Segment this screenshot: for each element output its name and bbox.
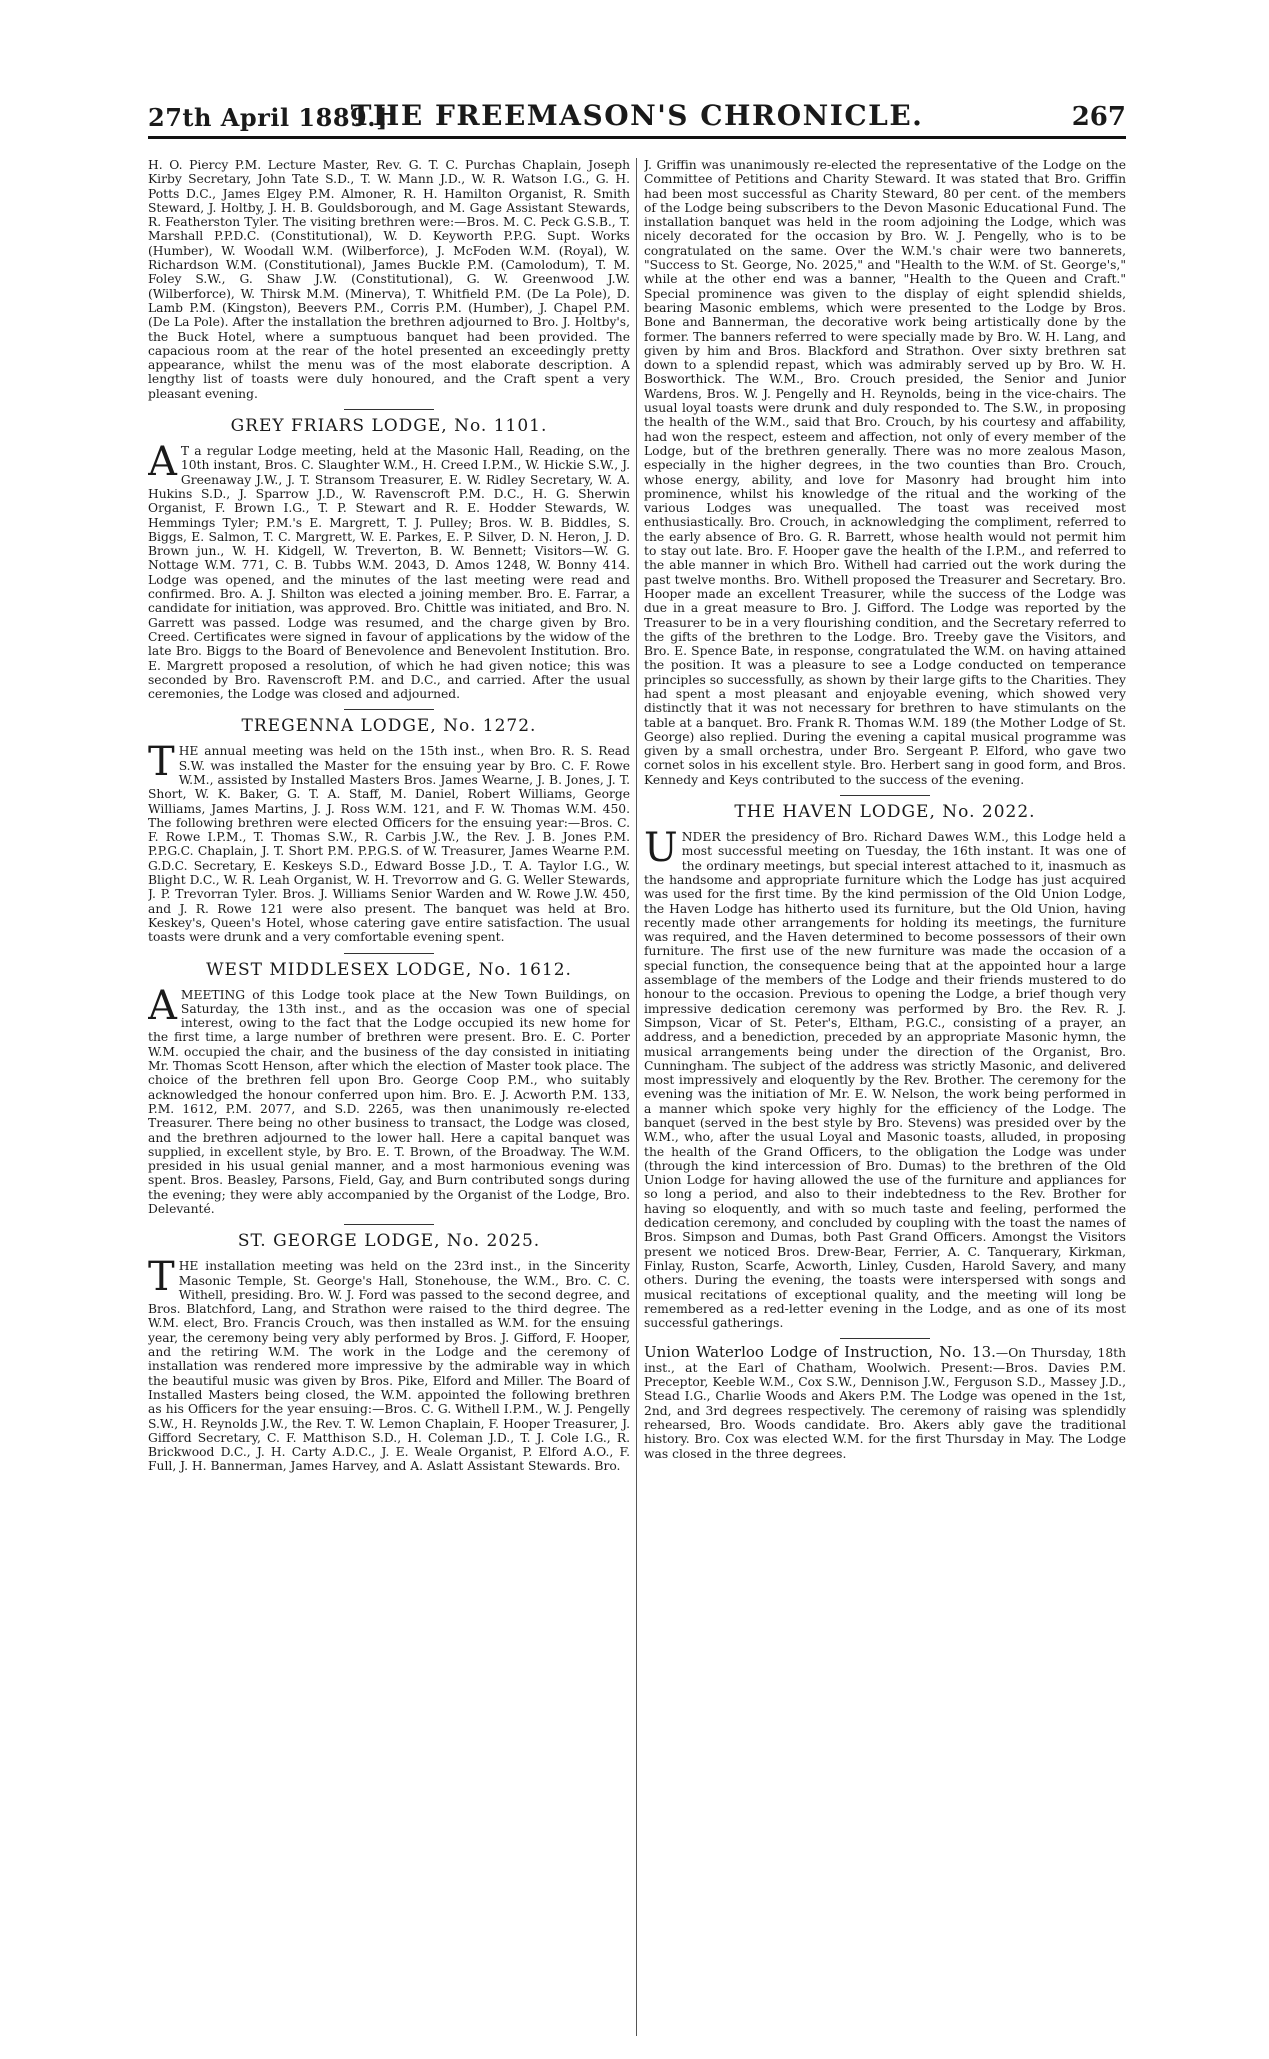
issue-date: 27th April 1889.] [148,103,388,132]
section-rule [344,709,434,710]
haven-text: NDER the presidency of Bro. Richard Dawes W.M., this Lodge held a most successful meeting on Tuesday, the 16th instant. It was one of the ordinary meetings, but special interest attached to it, inasmuch as the handsome and appropriate furniture which the Lodge has just acquired was used for the first time. By the kind permission of the Old Union Lodge, the Haven Lodge has hitherto used its furniture, but the Old Union, having recently made other arrangements for holding its meetings, the furniture was required, and the Haven determined to become possessors of their own furniture. The first use of the new furniture was made the occasion of a special function, the consequence being that at the appointed hour a large assemblage of the members of the Lodge and their friends mustered to do honour to the occasion. Previous to opening the Lodge, a brief though very impressive dedication ceremony was performed by Bro. the Rev. R. J. Simpson, Vicar of St. Peter's, Eltham, P.G.C., consisting of a prayer, an address, and a benediction, preceded by an appropriate Masonic hymn, the musical arrangements being under the direction of the Organist, Bro. Cunningham. The subject of the address was strictly Masonic, and delivered most impressively and eloquently by the Rev. Brother. The ceremony for the evening was the initiation of Mr. E. W. Nelson, the work being performed in a manner which spoke very highly for the efficiency of the Lodge. The banquet (served in the best style by Bro. Stevens) was presided over by the W.M., who, after the usual Loyal and Masonic toasts, alluded, in proposing the health of the Grand Officers, to the obligation the Lodge was under (through the kind intercession of Bro. Dumas) to the brethren of the Old Union Lodge for having allowed the use of the furniture and appliances for so long a period, and also to their indebtedness to the Rev. Brother for having so eloquently, and with so much taste and feeling, performed the dedication ceremony, and concluded by coupling with the toast the names of Bros. Simpson and Dumas, both Past Grand Officers. Amongst the Visitors present we noticed Bros. Drew-Bear, Ferrier, A. C. Tanquerary, Kirkman, Finlay, Ruston, Scarfe, Acworth, Linley, Cusden, Harold Savery, and many others. During the evening, the toasts were interspersed with songs and musical recitations of exceptional quality, and the meeting will long be remembered as a red-letter evening in the Lodge, and as one of its most successful gatherings. [644,830,1126,1331]
st-george-heading: ST. GEORGE LODGE, No. 2025. [237,1231,541,1252]
st-george-text: HE installation meeting was held on the 23rd inst., in the Sincerity Masonic Temple, St. George's Hall, Stonehouse, the W.M., Bro. C. C. Withell, presiding. Bro. W. J. Ford was passed to the second degree, and Bros. Blatchford, Lang, and Strathon were raised to the third degree. The W.M. elect, Bro. Francis Crouch, was then installed as W.M. for the ensuing year, the ceremony being very ably performed by Bros. J. Gifford, F. Hooper, and the retiring W.M. The work in the Lodge and the ceremony of installation was rendered more impressive by the admirable way in which the beautiful music was given by Bros. Pike, Elford and Miller. The Board of Installed Masters being closed, the W.M. appointed the following brethren as his Officers for the year ensuing:—Bros. C. G. Withell I.P.M., W. J. Pengelly S.W., H. Reynolds J.W., the Rev. T. W. Lemon Chaplain, F. Hooper Treasurer, J. Gifford Secretary, C. F. Matthison S.D., H. Coleman J.D., T. J. Cole I.G., R. Brickwood D.C., J. H. Carty A.D.C., J. E. Weale Organist, P. Elford A.O., F. Full, J. H. Bannerman, James Harvey, and A. Aslatt Assistant Stewards. Bro. [148,1259,630,1474]
drop-cap: A [148,982,177,1029]
page-number: 267 [1071,102,1126,132]
drop-cap: A [148,439,177,486]
right-column [644,158,1126,2036]
haven-heading: THE HAVEN LODGE, No. 2022. [734,802,1036,823]
st-george-continued: J. Griffin was unanimously re-elected the representative of the Lodge on the Committee of Petitions and Charity Steward. It was stated that Bro. Griffin had been most successful as Charity Steward, 80 per cent. of the members of the Lodge being subscribers to the Devon Masonic Educational Fund. The installation banquet was held in the room adjoining the Lodge, which was nicely decorated for the occasion by Bro. W. J. Pengelly, who is to be congratulated on the same. Over the W.M.'s chair were two bannerets, "Success to St. George, No. 2025," and "Health to the W.M. of St. George's," while at the other end was a banner, "Health to the Queen and Craft." Special prominence was given to the display of eight splendid shields, bearing Masonic emblems, which were presented to the Lodge by Bros. Bone and Bannerman, the decorative work being artistically done by the former. The banners referred to were specially made by Bro. W. H. Lang, and given by him and Bros. Blackford and Strathon. Over sixty brethren sat down to a splendid repast, which was admirably served up by Bro. W. H. Bosworthick. The W.M., Bro. Crouch presided, the Senior and Junior Wardens, Bros. W. J. Pengelly and H. Reynolds, being in the vice-chairs. The usual loyal toasts were drunk and duly responded to. The S.W., in proposing the health of the W.M., said that Bro. Crouch, by his courtesy and affability, had won the respect, esteem and affection, not only of every member of the Lodge, but of the brethren generally. There was no more zealous Mason, especially in the higher degrees, in the two counties than Bro. Crouch, whose energy, ability, and love for Masonry had brought him into prominence, whilst his knowledge of the ritual and the working of the various Lodges was unequalled. The toast was received most enthusiastically. Bro. Crouch, in acknowledging the compliment, referred to the early absence of Bro. G. R. Barrett, whose health would not permit him to stay out late. Bro. F. Hooper gave the health of the I.P.M., and referred to the able manner in which Bro. Withell had carried out the work during the past twelve months. Bro. Withell proposed the Treasurer and Secretary. Bro. Hooper made an excellent Treasurer, while the success of the Lodge was due in a great measure to Bro. J. Gifford. The Lodge was reported by the Treasurer to be in a very flourishing condition, and the Secretary referred to the gifts of the brethren to the Lodge. Bro. Treeby gave the Visitors, and Bro. E. Spence Bate, in response, congratulated the W.M. on having attained the position. It was a pleasure to see a Lodge conducted on temperance principles so successfully, as shown by their large gifts to the Charities. They had spent a most pleasant and enjoyable evening, which showed very distinctly that it was not necessary for brethren to have stimulants on the table at a banquet. Bro. Frank R. Thomas W.M. 189 (the Mother Lodge of St. George) also replied. During the evening a capital musical programme was given by a small orchestra, under Bro. Sergeant P. Elford, who gave two cornet solos in his excellent style. Bro. Herbert sang in good form, and Bros. Kennedy and Keys contributed to the success of the evening. [644,158,1126,787]
grey-friars-report [148,439,630,702]
west-middlesex-report [148,982,630,1217]
union-waterloo-heading: Union Waterloo Lodge of Instruction, No. 13. [644,1343,996,1362]
tregenna-report [148,739,630,945]
drop-cap: U [644,825,678,872]
left-column [148,158,630,2036]
tregenna-text: HE annual meeting was held on the 15th inst., when Bro. R. S. Read S.W. was installed the Master for the ensuing year by Bro. C. F. Rowe W.M., assisted by Installed Masters Bros. James Wearne, J. B. Jones, J. T. Short, W. K. Baker, G. T. A. Staff, M. Daniel, Robert Williams, George Williams, James Martins, J. J. Ross W.M. 121, and F. W. Thomas W.M. 450. The following brethren were elected Officers for the ensuing year:—Bros. C. F. Rowe I.P.M., T. Thomas S.W., R. Carbis J.W., the Rev. J. B. Jones P.M. P.P.G.C. Chaplain, J. T. Short P.M. P.P.G.S. of W. Treasurer, James Wearne P.M. G.D.C. Secretary, E. Keskeys S.D., Edward Bosse J.D., T. A. Taylor I.G., W. Blight D.C., W. R. Leah Organist, W. H. Trevorrow and G. G. Weller Stewards, J. P. Trevorran Tyler. Bros. J. Williams Senior Warden and W. Rowe J.W. 450, and J. R. Rowe 121 were also present. The banquet was held at Bro. Keskey's, Queen's Hotel, whose catering gave entire satisfaction. The usual toasts were drunk and a very comfortable evening spent. [148,744,630,945]
section-rule [840,1338,930,1339]
publication-title: THE FREEMASON'S CHRONICLE. [350,99,924,132]
west-middlesex-text: MEETING of this Lodge took place at the New Town Buildings, on Saturday, the 13th inst., and as the occasion was one of special interest, owing to the fact that the Lodge occupied its new home for the first time, a large number of brethren were present. Bro. E. C. Porter W.M. occupied the chair, and the business of the day consisted in initiating Mr. Thomas Scott Henson, after which the election of Master took place. The choice of the brethren fell upon Bro. George Coop P.M., who suitably acknowledged the honour conferred upon him. Bro. E. J. Acworth P.M. 133, P.M. 1612, P.M. 2077, and S.D. 2265, was then unanimously re-elected Treasurer. There being no other business to transact, the Lodge was closed, and the brethren adjourned to the lower hall. Here a capital banquet was supplied, in excellent style, by Bro. E. T. Brown, of the Broadway. The W.M. presided in his usual genial manner, and a most harmonious evening was spent. Bros. Beasley, Parsons, Field, Gay, and Burn contributed songs during the evening; they were ably accompanied by the Organist of the Lodge, Bro. Delevanté. [148,987,630,1216]
grey-friars-heading: GREY FRIARS LODGE, No. 1101. [230,416,548,437]
tregenna-heading: TREGENNA LODGE, No. 1272. [241,716,537,737]
drop-cap: T [148,739,175,786]
west-middlesex-heading: WEST MIDDLESEX LODGE, No. 1612. [206,959,572,980]
section-rule [344,409,434,410]
union-waterloo-report [644,1345,1126,1460]
section-rule [344,953,434,954]
st-george-report [148,1254,630,1474]
newspaper-page [148,96,1126,2036]
page-header [148,96,1126,139]
section-rule [344,1224,434,1225]
section-rule [840,795,930,796]
haven-report [644,825,1126,1331]
continued-report: H. O. Piercy P.M. Lecture Master, Rev. G. T. C. Purchas Chaplain, Joseph Kirby Secretary, John Tate S.D., T. W. Mann J.D., W. R. Watson I.G., G. H. Potts D.C., James Elgey P.M. Almoner, R. H. Hamilton Organist, R. Smith Steward, J. Holtby, J. H. B. Gouldsborough, and M. Gage Assistant Stewards, R. Featherston Tyler. The visiting brethren were:—Bros. M. C. Peck G.S.B., T. Marshall P.P.D.C. (Constitutional), W. D. Keyworth P.P.G. Supt. Works (Humber), W. Woodall W.M. (Wilberforce), J. McFoden W.M. (Royal), W. Richardson W.M. (Constitutional), James Buckle P.M. (Camolodum), T. M. Foley S.W., G. Shaw J.W. (Constitutional), G. W. Greenwood J.W. (Wilberforce), W. Thirsk M.M. (Minerva), T. Whitfield P.M. (De La Pole), D. Lamb P.M. (Kingston), Beevers P.M., Corris P.M. (Humber), J. Chapel P.M. (De La Pole). After the installation the brethren adjourned to Bro. J. Holtby's, the Buck Hotel, where a sumptuous banquet had been provided. The capacious room at the rear of the hotel presented an exceedingly pretty appearance, whilst the menu was of the most elaborate description. A lengthy list of toasts were duly honoured, and the Craft spent a very pleasant evening. [148,158,630,401]
drop-cap: T [148,1254,175,1301]
grey-friars-text: T a regular Lodge meeting, held at the Masonic Hall, Reading, on the 10th instant, Bros. C. Slaughter W.M., H. Creed I.P.M., W. Hickie S.W., J. Greenaway J.W., J. T. Stransom Treasurer, E. W. Ridley Secretary, W. A. Hukins S.D., J. Sparrow J.D., W. Ravenscroft P.M. D.C., H. G. Sherwin Organist, F. Brown I.G., T. P. Stewart and R. E. Hodder Stewards, W. Hemmings Tyler; P.M.'s E. Margrett, T. J. Pulley; Bros. W. B. Biddles, S. Biggs, E. Salmon, T. C. Margrett, W. E. Parkes, E. P. Silver, D. N. Heron, J. D. Brown jun., W. H. Kidgell, W. Treverton, B. W. Bennett; Visitors—W. G. Nottage W.M. 771, C. B. Tubbs W.M. 2043, D. Amos 1248, W. Bonny 414. Lodge was opened, and the minutes of the last meeting were read and confirmed. Bro. A. J. Shilton was elected a joining member. Bro. E. Farrar, a candidate for initiation, was approved. Bro. Chittle was initiated, and Bro. N. Garrett was passed. Lodge was resumed, and the charge given by Bro. Creed. Certificates were signed in favour of applications by the widow of the late Bro. Biggs to the Board of Benevolence and Benevolent Institution. Bro. E. Margrett proposed a resolution, of which he had given notice; this was seconded by Bro. Ravenscroft P.M. and D.C., and carried. After the usual ceremonies, the Lodge was closed and adjourned. [148,444,630,702]
columns [148,158,1126,2036]
union-waterloo-text: —On Thursday, 18th inst., at the Earl of Chatham, Woolwich. Present:—Bros. Davies P.M. Preceptor, Keeble W.M., Cox S.W., Dennison J.W., Ferguson S.D., Massey J.D., Stead I.G., Charlie Woods and Akers P.M. The Lodge was opened in the 1st, 2nd, and 3rd degrees respectively. The ceremony of raising was splendidly rehearsed, Bro. Woods candidate. Bro. Akers ably gave the traditional history. Bro. Cox was elected W.M. for the first Thursday in May. The Lodge was closed in the three degrees. [644,1346,1126,1461]
